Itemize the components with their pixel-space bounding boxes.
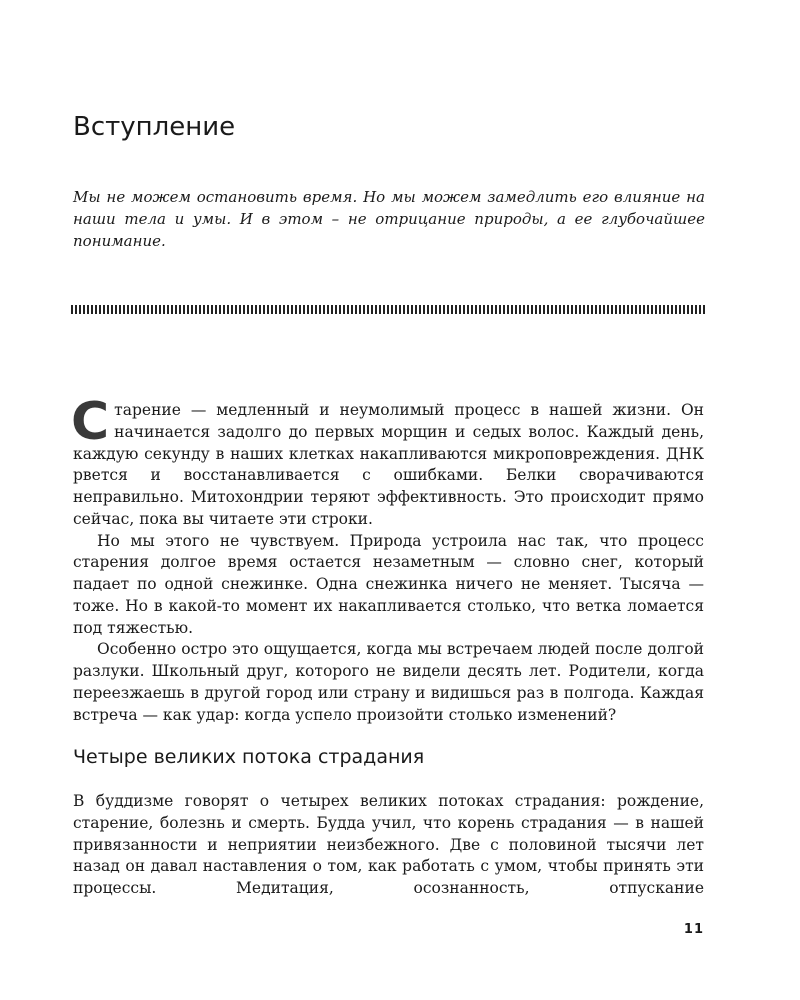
chapter-body	[71, 392, 704, 726]
paragraph-2: Но мы этого не чувствуем. Природа устроила нас так, что процесс старения долгое время остается незаметным — словно снег, который падает по одной снежинке. Одна снежинка ничего не меняет. Тысяча — тоже. Но в какой-то момент их накапливается столько, что ветка ломается под тяжестью.	[73, 531, 704, 637]
page-number: 11	[683, 922, 704, 937]
chapter-title: Вступление	[73, 112, 236, 142]
ornamental-divider	[71, 305, 705, 314]
epigraph: Мы не можем остановить время. Но мы можем замедлить его влияние на наши тела и умы. И в этом – не отрицание природы, а ее глубочайшее понимание.	[73, 188, 705, 250]
drop-cap: С	[71, 392, 110, 452]
section-paragraph: В буддизме говорят о четырех великих потоках страдания: рождение, старение, болезнь и смерть. Будда учил, что корень страдания — в нашей привязанности и неприятии неизбежного. Две с половиной тысячи лет назад он давал наставления о том, как работать с умом, чтобы принять эти процессы. Медитация, осознанность, отпускание	[73, 792, 704, 897]
paragraph-1-text: тарение — медленный и неумолимый процесс в нашей жизни. Он начинается задолго до первых морщин и седых волос. Каждый день, каждую секунду в наших клетках накапливаются микроповреждения. ДНК рвется и восстанавливается с ошибками. Белки сворачиваются неправильно. Митохондрии теряют эффективность. Это происходит прямо сейчас, пока вы читаете эти строки.	[73, 401, 704, 528]
paragraph-3: Особенно остро это ощущается, когда мы встречаем людей после долгой разлуки. Школьный друг, которого не видели десять лет. Родители, когда переезжаешь в другой город или страну и видишься раз в полгода. Каждая встреча — как удар: когда успело произойти столько изменений?	[73, 640, 704, 724]
paragraph-1	[71, 392, 704, 531]
section-heading: Четыре великих потока страдания	[73, 746, 425, 768]
